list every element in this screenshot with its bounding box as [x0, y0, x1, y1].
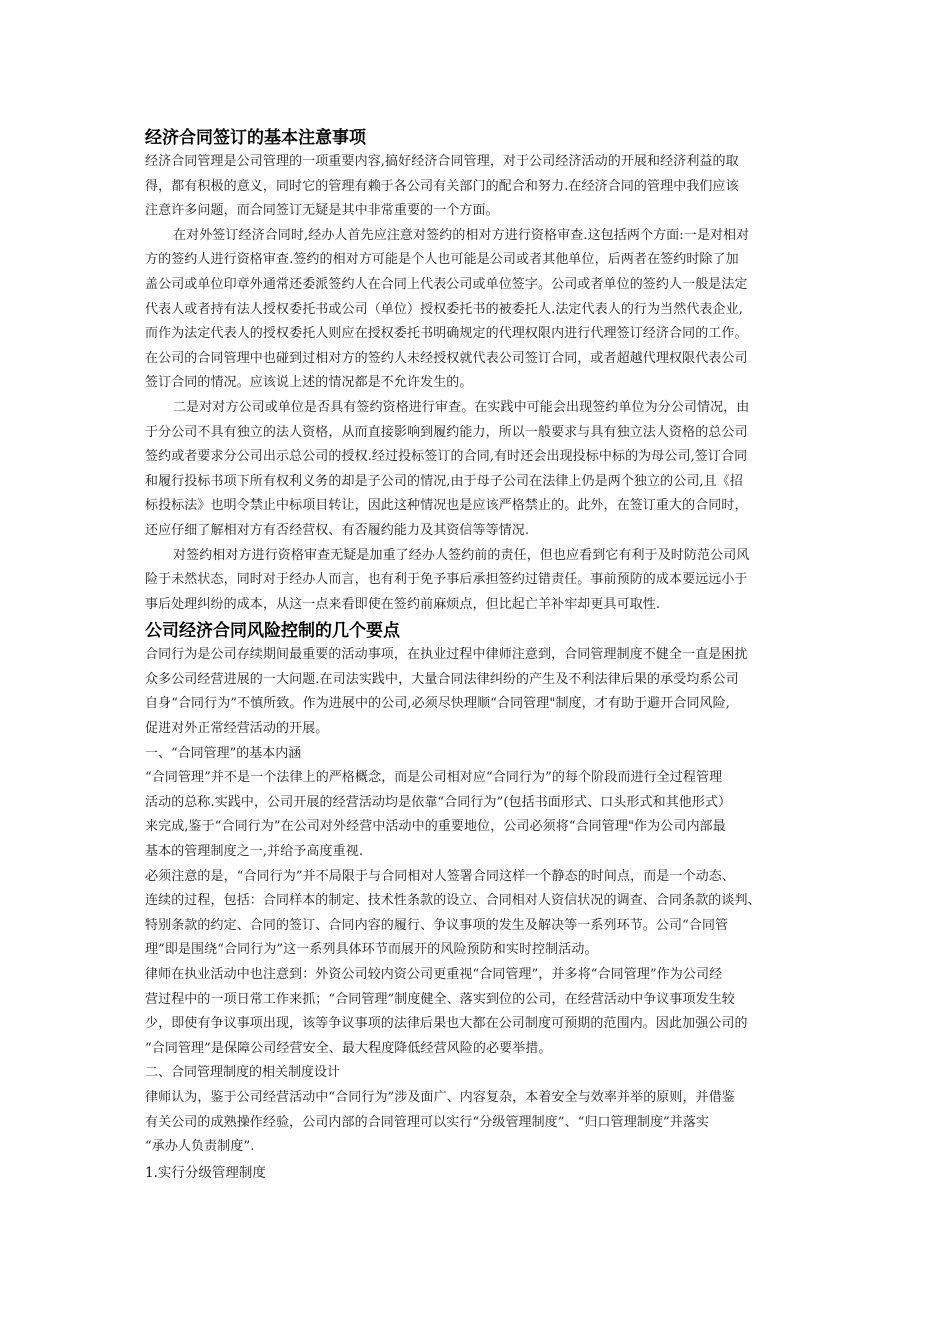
paragraph-intro [145, 150, 825, 224]
text-line: 律师认为，鉴于公司经营活动中“合同行为”涉及面广、内容复杂，本着安全与效率并举的原则，并借鉴 [145, 1089, 735, 1105]
text-line: 营过程中的一项日常工作来抓；“合同管理”制度健全、落实到位的公司，在经营活动中争议事项发生较 [145, 991, 735, 1007]
text-line: 盖公司或单位印章外通常还委派签约人在合同上代表公司或单位签字。公司或者单位的签约人一般是法定 [145, 276, 748, 292]
text-line: 标投标法》也明令禁止中标项目转让，因此这种情况也是应该严格禁止的。此外，在签订重大的合同时， [145, 498, 748, 514]
paragraph-risk-intro [145, 643, 825, 741]
text-line: 连续的过程，包括：合同样本的制定、技术性条款的设立、合同相对人资信状况的调查、合同条款的谈判、 [145, 893, 761, 909]
text-line: 来完成,鉴于“合同行为”在公司对外经营中活动中的重要地位，公司必须将“合同管理"作为公司内部最 [145, 819, 726, 835]
paragraph-conclusion [145, 544, 825, 618]
text-line: 有关公司的成熟操作经验，公司内部的合同管理可以实行“分级管理制度”、“归口管理制度”并落实 [145, 1114, 710, 1130]
text-line: 代表人或者持有法人授权委托书或公司（单位）授权委托书的被委托人.法定代表人的行为当然代表企业, [145, 301, 743, 317]
text-line: 在对外签订经济合同时,经办人首先应注意对签约的相对方进行资格审查.这包括两个方面:一是对相对 [173, 227, 750, 243]
subheading-tiered-management: 1.实行分级管理制度 [145, 1164, 266, 1181]
text-line: 活动的总称.实践中，公司开展的经营活动均是依靠“合同行为”(包括书面形式、口头形式和其他形式） [145, 794, 732, 810]
text-line: 经济合同管理是公司管理的一项重要内容,搞好经济合同管理，对于公司经济活动的开展和经济利益的取 [145, 154, 739, 169]
text-line: 对签约相对方进行资格审查无疑是加重了经办人签约前的责任，但也应看到它有利于及时防范公司风 [173, 547, 750, 563]
text-line: “合同管理”并不是一个法律上的严格概念，而是公司相对应“合同行为”的每个阶段而进行全过程管理 [145, 770, 723, 786]
document-page [145, 126, 825, 1186]
text-line: 于分公司不具有独立的法人资格，从而直接影响到履约能力，所以一般要求与具有独立法人资格的总公司 [145, 424, 748, 440]
paragraph-lawyer-observation [145, 963, 825, 1061]
section-title-risk-control: 公司经济合同风险控制的几个要点 [145, 621, 400, 642]
text-line: 签约或者要求分公司出示总公司的授权.经过投标签订的合同,有时还会出现投标中标的为母公司,签订合同 [145, 449, 748, 465]
text-line: 事后处理纠纷的成本，从这一点来看即使在签约前麻烦点，但比起亡羊补牢却更具可取性. [145, 596, 661, 612]
subheading-basic-meaning: 一、“合同管理”的基本内涵 [145, 745, 302, 761]
text-line: 律师在执业活动中也注意到：外资公司较内资公司更重视“合同管理”，并多将“合同管理”作为公司经 [145, 967, 723, 982]
text-line: 促进对外正常经营活动的开展。 [145, 721, 329, 737]
text-line: 险于未然状态，同时对于经办人而言，也有利于免予事后承担签约过错责任。事前预防的成本要远远小于 [145, 572, 748, 588]
text-line: 特别条款的约定、合同的签订、合同内容的履行、争议事项的发生及解决等一系列环节。公司“合同管 [145, 917, 729, 933]
text-line: 方的签约人进行资格审查.签约的相对方可能是个人也可能是公司或者其他单位，后两者在签约时除了加 [145, 252, 739, 268]
text-line: 合同行为是公司存续期间最重要的活动事项，在执业过程中律师注意到，合同管理制度不健全一直是困扰 [145, 647, 748, 663]
text-line: 必须注意的是，“合同行为”并不局限于与合同相对人签署合同这样一个静态的时间点，而是一个动态、 [145, 868, 735, 884]
text-line: 基本的管理制度之一,并给予高度重视. [145, 844, 364, 860]
text-line: 理”即是围绕“合同行为”这一系列具体环节而展开的风险预防和实时控制活动。 [145, 942, 598, 958]
text-line: 自身“合同行为”不慎所致。作为进展中的公司,必须尽快理顺“合同管理"制度，才有助于避开合同风险, [145, 696, 730, 712]
text-line: 众多公司经营进展的一大问题.在司法实践中，大量合同法律纠纷的产生及不利法律后果的承受均系公司 [145, 671, 739, 687]
paragraph-contract-management [145, 766, 825, 864]
text-line: 还应仔细了解相对方有否经营权、有否履约能力及其资信等等情况. [145, 522, 530, 538]
text-line: 二是对对方公司或单位是否具有签约资格进行审查。在实践中可能会出现签约单位为分公司情况，由 [173, 399, 750, 415]
text-line: 少，即使有争议事项出现，该等争议事项的法律后果也大都在公司制度可预期的范围内。因此加强公司的 [145, 1016, 748, 1032]
text-line: 和履行投标书项下所有权利义务的却是子公司的情况,由于母子公司在法律上仍是两个独立的公司,且《招 [145, 473, 743, 489]
text-line: 而作为法定代表人的授权委托人则应在授权委托书明确规定的代理权限内进行代理签订经济合同的工作。 [145, 326, 748, 342]
section-title-contract-signing: 经济合同签订的基本注意事项 [145, 128, 366, 148]
paragraph-contract-behavior [145, 865, 825, 963]
paragraph-counterparty-review [145, 396, 825, 544]
paragraph-system-design [145, 1086, 825, 1160]
text-line: 签订合同的情况。应该说上述的情况都是不允许发生的。 [145, 375, 473, 391]
text-line: “承办人负责制度”. [145, 1139, 255, 1155]
text-line: 在公司的合同管理中也碰到过相对方的签约人未经授权就代表公司签订合同，或者超越代理权限代表公司 [145, 350, 748, 366]
text-line: “合同管理”是保障公司经营安全、最大程度降低经营风险的必要举措。 [145, 1040, 552, 1056]
paragraph-qualification-review [145, 224, 825, 396]
subheading-system-design: 二、合同管理制度的相关制度设计 [145, 1065, 341, 1081]
text-line: 得，都有积极的意义，同时它的管理有赖于各公司有关部门的配合和努力.在经济合同的管理中我们应该 [145, 178, 739, 194]
text-line: 注意许多问题，而合同签订无疑是其中非常重要的一个方面。 [145, 203, 499, 219]
